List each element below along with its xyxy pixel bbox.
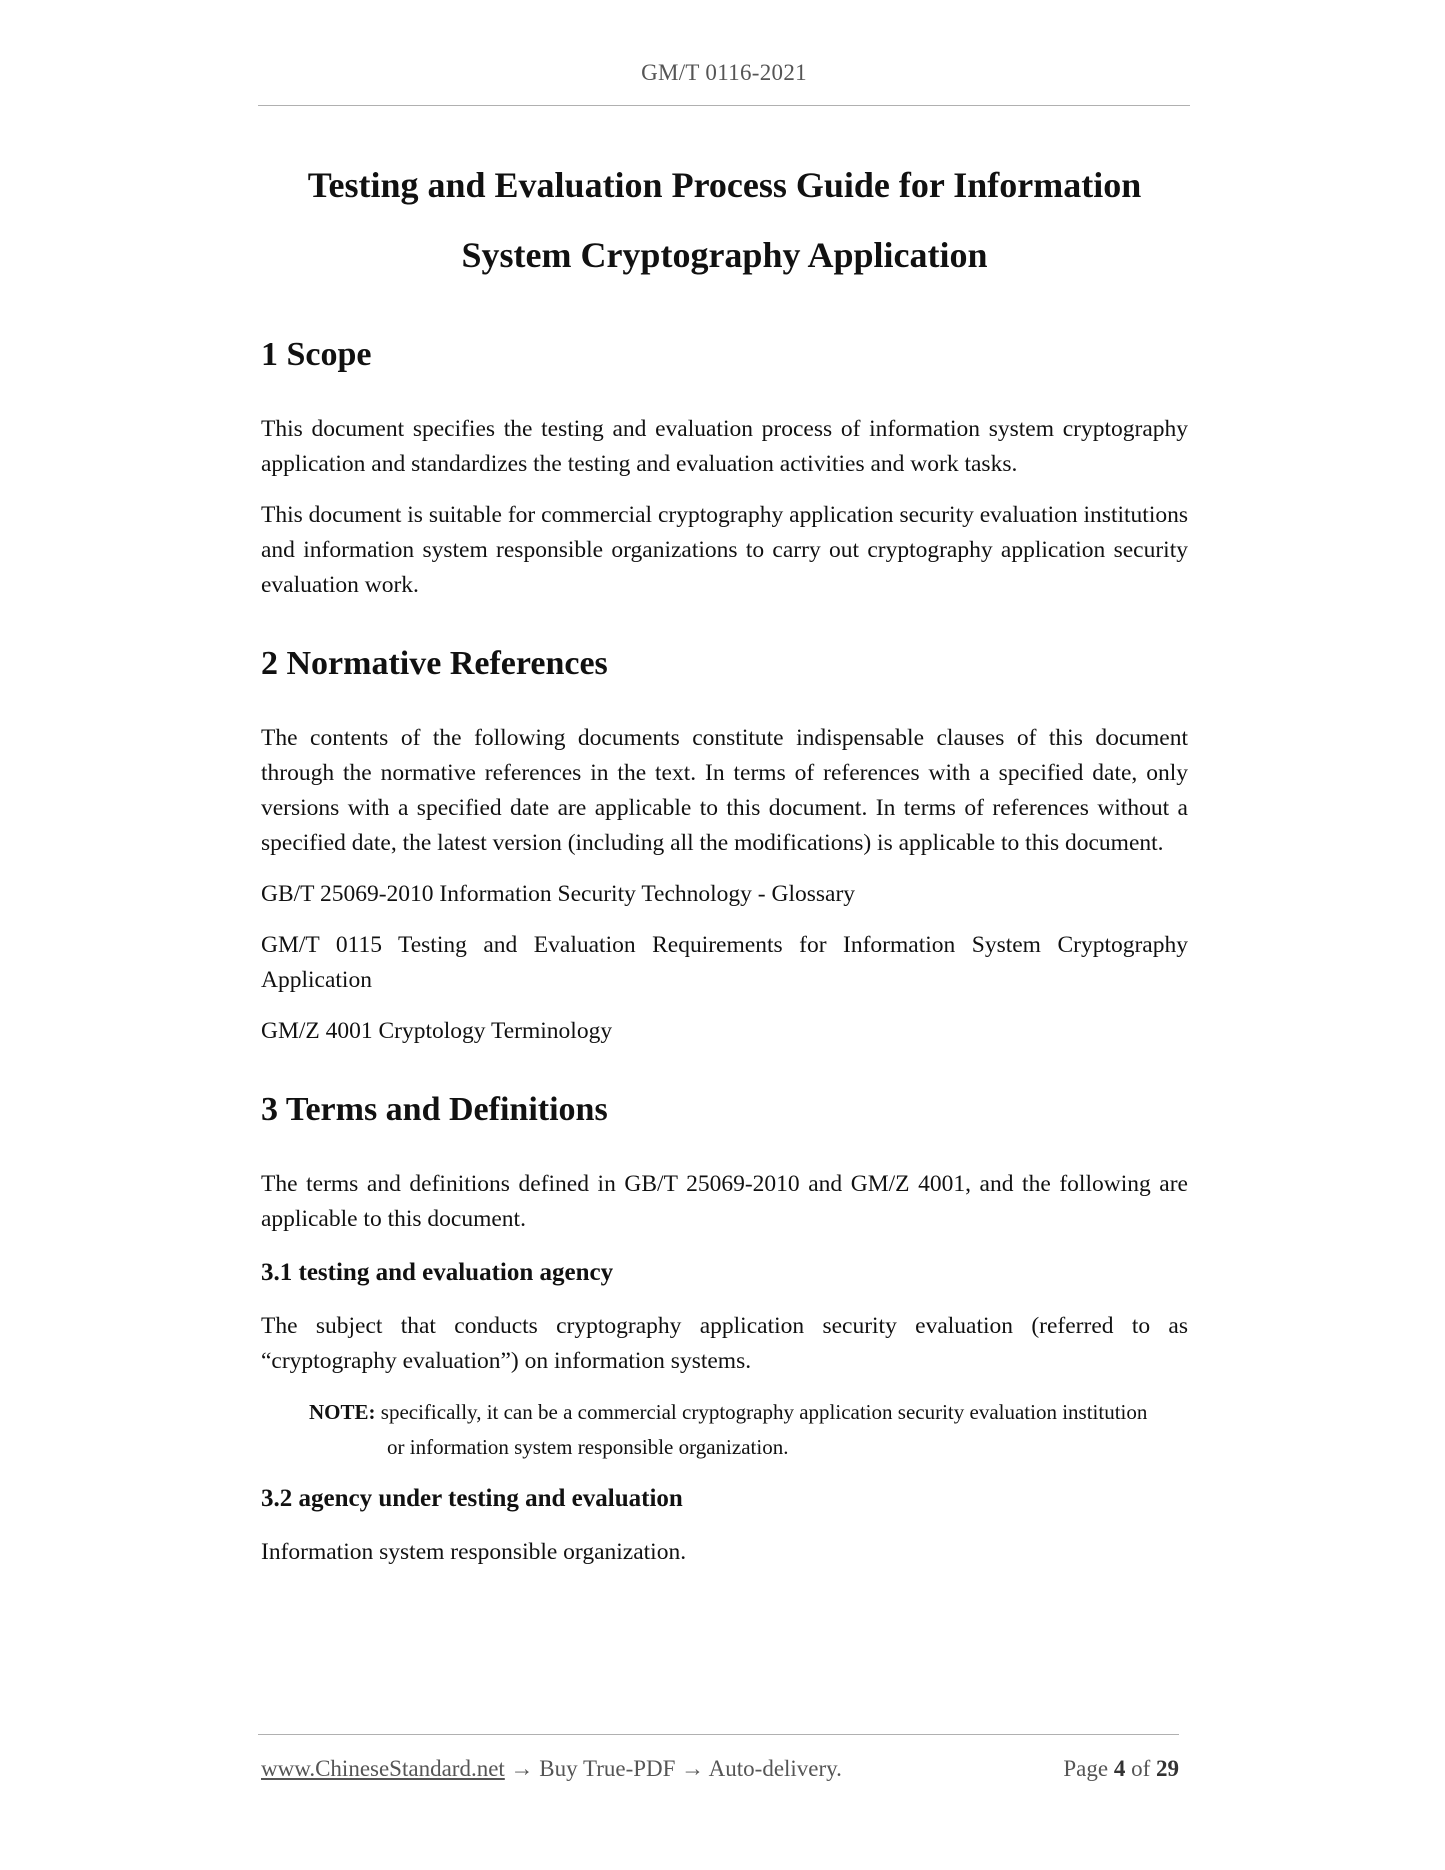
reference-item: GB/T 25069-2010 Information Security Technology - Glossary (261, 881, 856, 907)
of-label: of (1131, 1756, 1151, 1781)
term-heading-3-1: 3.1 testing and evaluation agency (261, 1259, 614, 1286)
normative-paragraph: The contents of the following documents constitute indispensable clauses of this document through the normative references in the text. In terms of references with a specified date, only versions with a specified date are applicable to this document. In terms of references without a specified date, the latest version (including all the modifications) is applicable to this document. (261, 725, 1188, 856)
reference-item: GM/T 0115 Testing and Evaluation Requirements for Information System Cryptography Application (261, 932, 1188, 993)
section-heading-normative-references: 2 Normative References (261, 645, 608, 682)
term-note (309, 1395, 1188, 1465)
page-label: Page (1063, 1756, 1109, 1781)
running-header: GM/T 0116-2021 (641, 60, 807, 85)
term-definition-3-1: The subject that conducts cryptography application security evaluation (referred to as “cryptography evaluation”) on information systems. (261, 1313, 1188, 1374)
scope-paragraph-1: This document specifies the testing and evaluation process of information system cryptography application and standardizes the testing and evaluation activities and work tasks. (261, 416, 1188, 477)
footer-tagline: → Buy True-PDF → Auto-delivery. (504, 1756, 842, 1781)
terms-intro-paragraph: The terms and definitions defined in GB/T 25069-2010 and GM/Z 4001, and the following are applicable to this document. (261, 1171, 1188, 1232)
reference-item: GM/Z 4001 Cryptology Terminology (261, 1018, 613, 1044)
page-indicator (1063, 1756, 1179, 1782)
header-divider (258, 105, 1190, 106)
website-link[interactable]: www.ChineseStandard.net (261, 1756, 505, 1781)
section-heading-terms-definitions: 3 Terms and Definitions (261, 1091, 608, 1128)
scope-paragraph-2: This document is suitable for commercial cryptography application security evaluation institutions and information system responsible organizations to carry out cryptography application security evaluation work. (261, 502, 1188, 598)
footer-divider (258, 1734, 1179, 1735)
note-text-line-1: specifically, it can be a commercial cryptography application security evaluation institution (380, 1400, 1148, 1424)
document-title-line-1: Testing and Evaluation Process Guide for Information (307, 165, 1142, 205)
document-title-line-2: System Cryptography Application (461, 235, 988, 275)
note-label: NOTE: (309, 1400, 376, 1424)
footer-promo (261, 1756, 842, 1782)
total-pages: 29 (1156, 1756, 1179, 1781)
page-footer (261, 1756, 1179, 1782)
term-definition-3-2: Information system responsible organization. (261, 1539, 687, 1565)
term-heading-3-2: 3.2 agency under testing and evaluation (261, 1485, 683, 1512)
document-body (261, 150, 1188, 1570)
document-title (261, 150, 1188, 290)
note-text-line-2: or information system responsible organization. (387, 1435, 789, 1459)
section-heading-scope: 1 Scope (261, 336, 372, 373)
page-number: 4 (1113, 1756, 1126, 1781)
